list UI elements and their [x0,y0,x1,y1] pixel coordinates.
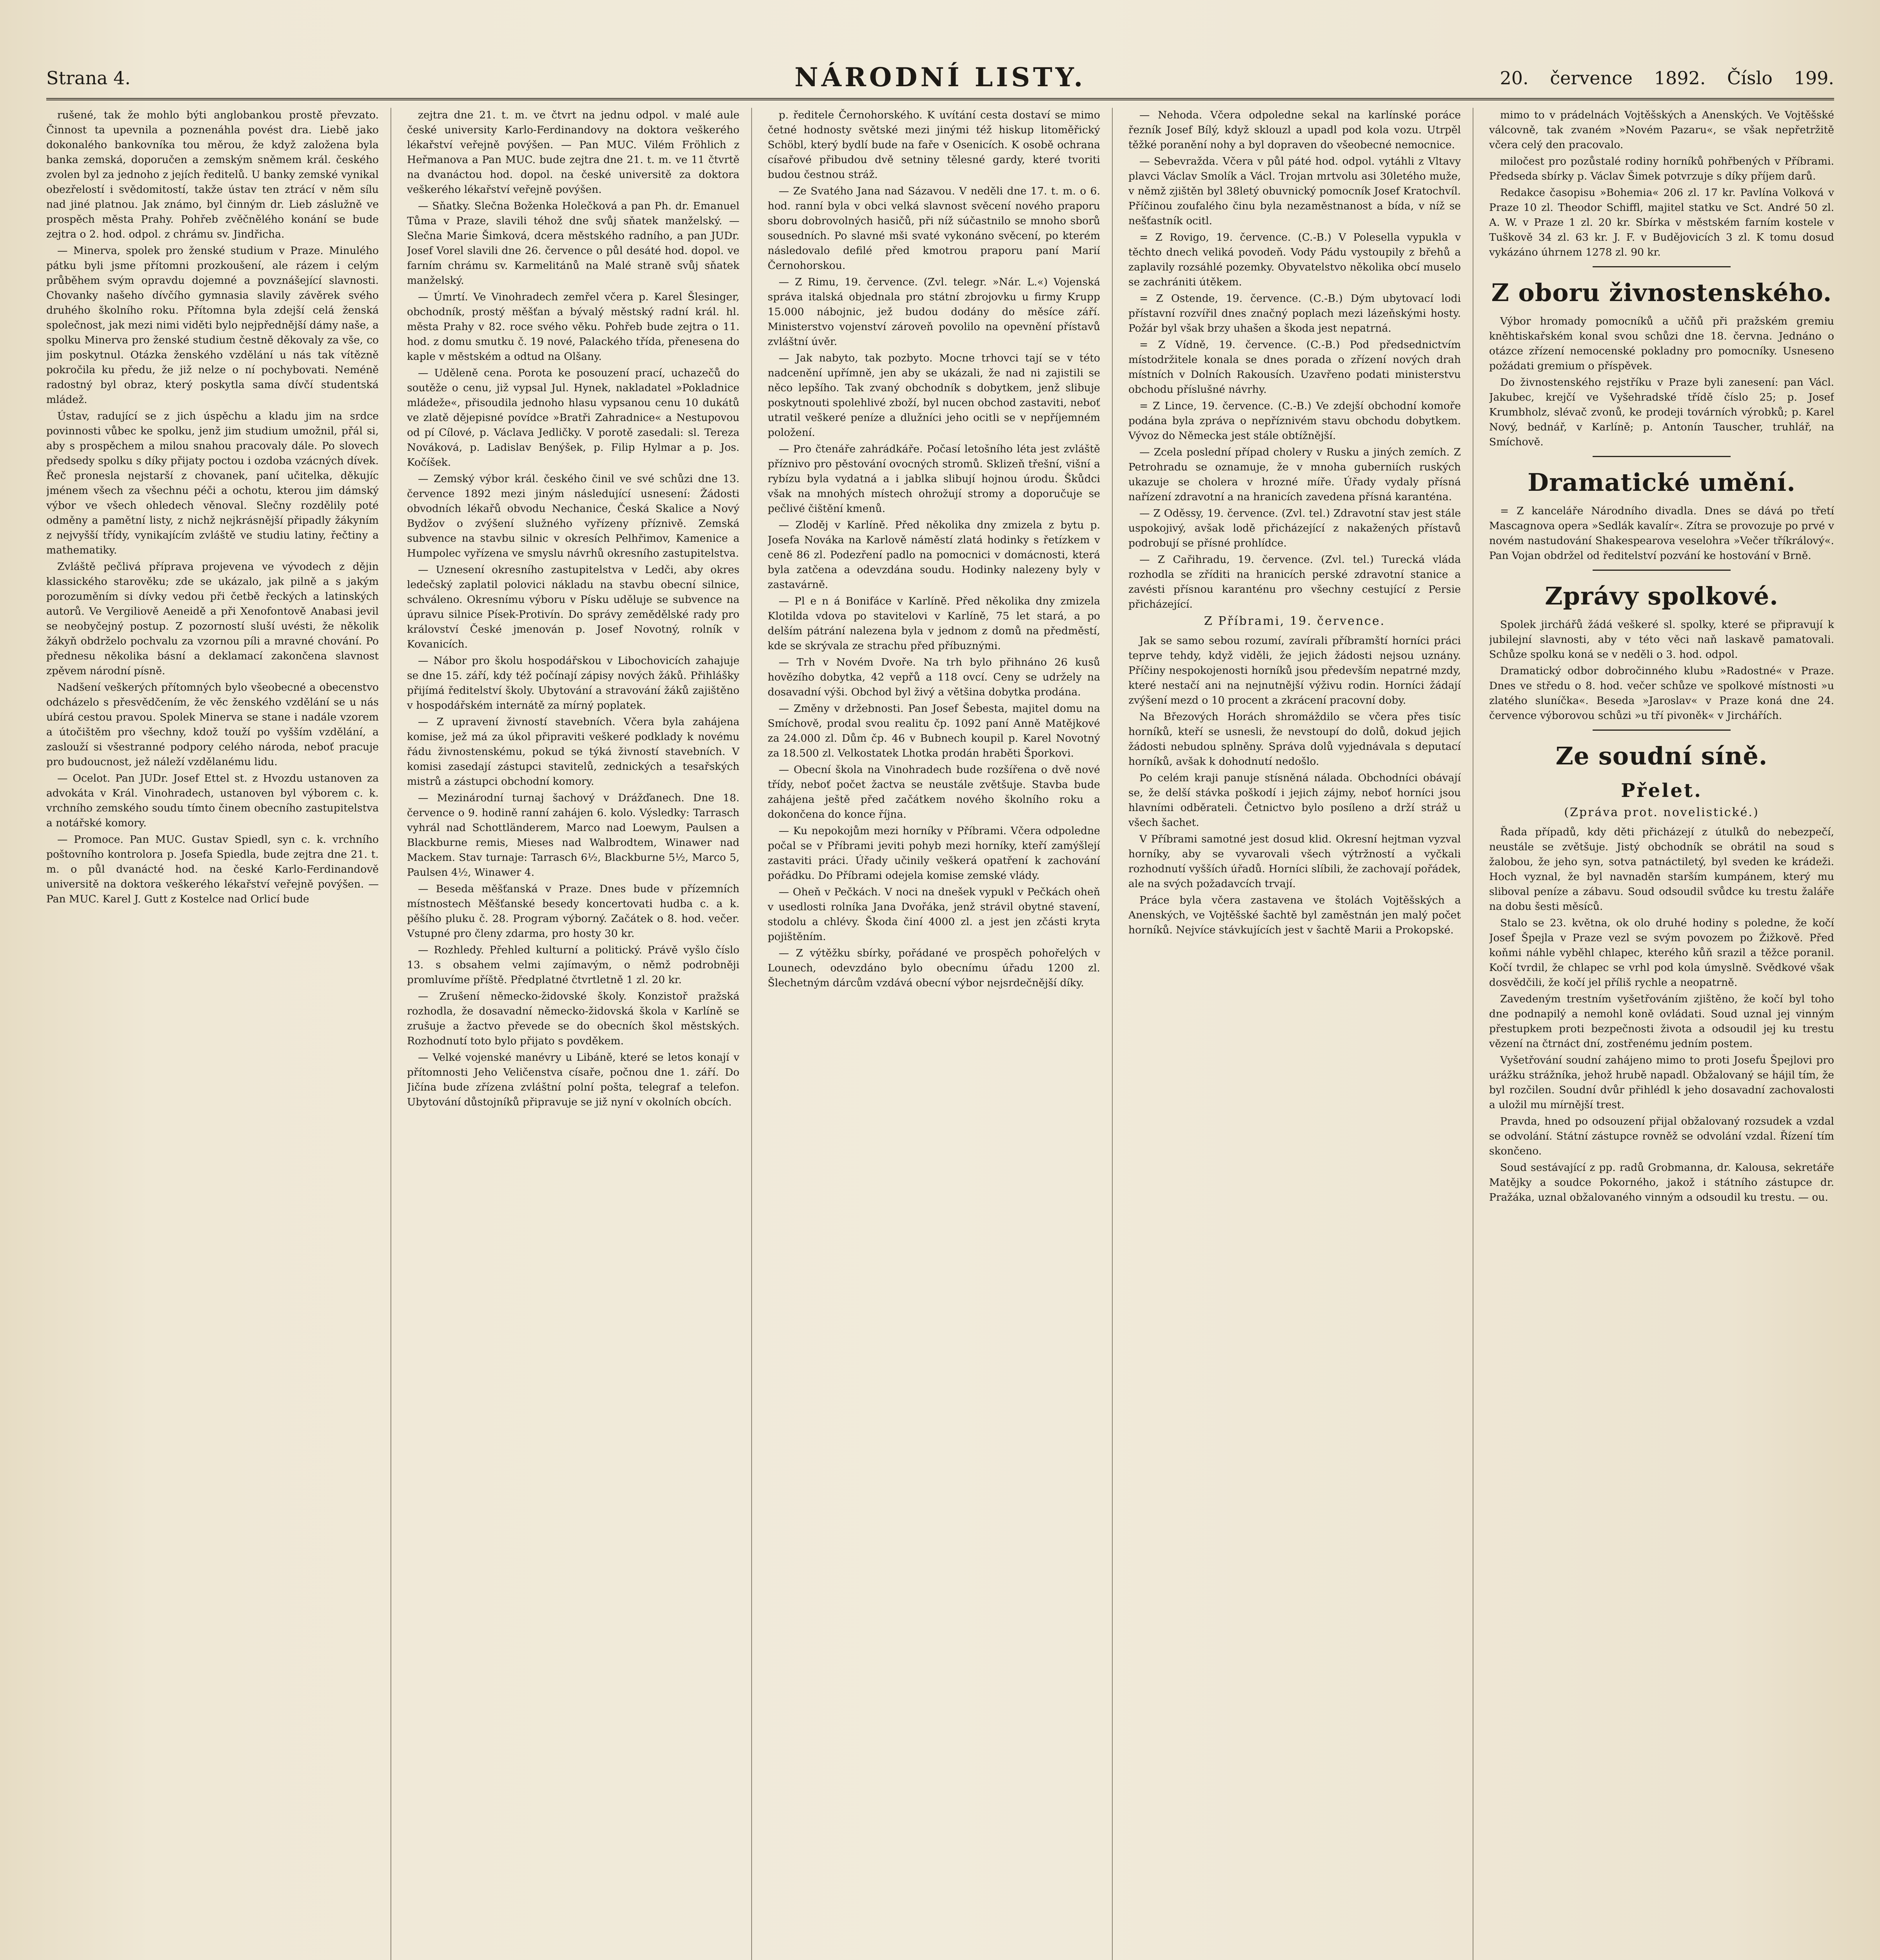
paragraph: — Obecní škola na Vinohradech bude rozšířena o dvě nové třídy, neboť počet žactva se neustále zvětšuje. Stavba bude zahájena ještě před začátkem nového školního roku a dokončena do konce října. [768,764,1100,820]
paragraph: mimo to v prádelnách Vojtěšských a Anenských. Ve Vojtěšské válcovně, tak zvaném »Novém Pazaru«, se však nepřetržitě včera celý den pracovalo. [1489,109,1834,151]
paragraph: — Pl e n á Bonifáce v Karlíně. Před několika dny zmizela Klotilda vdova po stavitelovi v Karlíně, 75 let stará, a po delším pátrání nalezena byla v jednom z domů na předměstí, kde se skrývala ze strachu před příbuznými. [768,595,1100,652]
paragraph: Dramatický odbor dobročinného klubu »Radostné« v Praze. Dnes ve středu o 8. hod. večer schůze ve spolkové místnosti »u zlatého sluníčka«. Beseda »Jaroslav« v Praze koná dne 24. července výborovou schůzi »u tří pivoněk« v Jirchářích. [1489,665,1834,722]
paragraph: Spolek jirchářů žádá veškeré sl. spolky, které se připravují k jubilejní slavnosti, aby v této věci naň laskavě pamatovali. Schůze spolku koná se v neděli o 3. hod. odpol. [1489,619,1834,661]
paragraph: = Z Lince, 19. července. (C.-B.) Ve zdejší obchodní komoře podána byla zpráva o nepříznivém stavu obchodu dobytkem. Vývoz do Německa jest stále obtížnější. [1128,400,1461,442]
section-dateline: Z Příbrami, 19. července. [1204,614,1386,628]
date-and-issue [1500,67,1834,89]
paragraph: — Uděleně cena. Porota ke posouzení prací, uchazečů do soutěže o cenu, již vypsal Jul. Hynek, nakladatel »Pokladnice mládeže«, přisoudila jednoho hlasu vypsanou cenu 10 dukátů ve zlatě dějepisné povídce »Bratři Zahradnice« a Nestupovou od pí Cílové, p. Václava Jedličky. V porotě zasedali: sl. Tereza Nováková, p. Ladislav Benýšek, p. Filip Hylmar a p. Jos. Kočíšek. [407,367,739,468]
paragraph: — Beseda měšťanská v Praze. Dnes bude v přízemních místnostech Měšťanské besedy koncertovati hudba c. a k. pěšího pluku č. 28. Program výborný. Začátek o 8. hod. večer. Vstupné pro členy zdarma, pro hosty 30 kr. [407,883,739,940]
paragraph: — Pro čtenáře zahrádkáře. Počasí letošního léta jest zvláště příznivo pro pěstování ovocných stromů. Sklizeň třešní, višní a rybízu byla vydatná a i jablka slibují hojnou úrodu. Škůdci však na mnohých místech ohrožují stromy a doporučuje se pečlivé čištění kmenů. [768,443,1100,515]
paragraph: = Z Rovigo, 19. července. (C.-B.) V Polesella vypukla v těchto dnech veliká povodeň. Vody Pádu vystoupily z břehů a zaplavily rozsáhlé pozemky. Obyvatelstvo několika obcí muselo se zachrániti útěkem. [1128,231,1461,288]
paragraph: zejtra dne 21. t. m. ve čtvrt na jednu odpol. v malé aule české university Karlo-Ferdinandovy na doktora veškerého lékařství veřejně povýšen. — Pan MUC. Vilém Fröhlich z Heřmanova a Pan MUC. bude zejtra dne 21. t. m. ve 11 čtvrtě na dvanáctou hod. dopol. na české universitě za doktora veškerého lékařství veřejně povýšen. [407,109,739,196]
paragraph: rušené, tak že mohlo býti anglobankou prostě převzato. Činnost ta upevnila a poznenáhla povést dra. Liebě jako dokonalého bankovníka tou měrou, že když založena byla banka zemská, doporučen a zemským sněmem král. českého zvolen byl za jednoho z jejích ředitelů. U banky zemské vynikal obezřelostí i svědomitostí, takže ústav ten ztrácí v něm sílu nad jiné platnou. Jak známo, byl činným dr. Lieb záslužně ve prospěch města Prahy. Pohřeb zvěčnělého konání se bude zejtra o 2. hod. odpol. z chrámu sv. Jindřicha. [46,109,379,240]
column-5 [1489,108,1834,1960]
paragraph: — Jak nabyto, tak pozbyto. Mocne trhovci tají se v této nadcenění upřímně, jen aby se ukázali, že nad ni zajistili se něco lepšího. Tak zvaný obchodník s dobytkem, jenž slibuje poskytnouti spolehlivé zboží, byl nucen obchod zastaviti, neboť utratil veškeré peníze a dlužníci jeho ocitli se v nepříjemném položení. [768,352,1100,439]
paragraph: — Minerva, spolek pro ženské studium v Praze. Minulého pátku byli jsme přítomni prozkoušení, ale rázem i celým průběhem svým opravdu dojemné a povznášející slavnosti. Chovanky našeho dívčího gymnasia slavily závěrek svého druhého školního roku. Přítomna byla zdejší celá ženská společnost, jak mezi nimi viděti bylo nejpřednější dámy naše, a spolku Minerva pro ženské studium čestně děkovaly za vše, co jim poskytnul. Otázka ženského vzdělání u nás tak vítězně pokročila ku předu, že již nelze o ní pochybovati. Neméně radostný byl obraz, který poskytla sama dívčí studentská mládež. [46,245,379,406]
paragraph: — Zcela poslední případ cholery v Rusku a jiných zemích. Z Petrohradu se oznamuje, že v mnoha guberniích ruských ukazuje se cholera v hrozné míře. Úřady vydaly přísná nařízení zdravotní a na hranicích zavedena přísná karanténa. [1128,446,1461,503]
section-divider [1593,570,1731,571]
paragraph: — Nábor pro školu hospodářskou v Libochovicích zahajuje se dne 15. září, kdy též počínají zápisy nových žáků. Přihlášky přijímá ředitelství školy. Ubytování a stravování žáků zajištěno v hospodářském internátě za mírný poplatek. [407,655,739,711]
article-title: Přelet. [1621,780,1702,802]
issue-date: 20. července 1892. [1500,67,1706,89]
paragraph: p. ředitele Černohorského. K uvítání cesta dostaví se mimo četné hodnosty světské mezi jinými též hiskup litoměřický Schöbl, který bydlí bude na faře v Osenicích. K osobě ochrana císařové přibudou dvě setniny tělesné gardy, které tvoriti budou čestnou stráž. [768,109,1100,181]
paragraph: — Z výtěžku sbírky, pořádané ve prospěch pohořelých v Lounech, odevzdáno bylo obecnímu úřadu 1200 zl. Šlechetným dárcům vzdává obecní výbor nejsrdečnější díky. [768,947,1100,989]
section-title-drama: Dramatické umění. [1528,468,1796,497]
section-title-trade: Z oboru živnostenského. [1491,278,1832,307]
paragraph: Zvláště pečlivá příprava projevena ve vývodech z dějin klassického starověku; zde se ukázalo, jak pilně a s jakým porozuměním si dívky vedou při četbě řeckých a latinských autorů. Ve Vergiliově Aeneidě a při Xenofontově Anabasi jevil se neobyčejný postup. Z pozorností sluší uvésti, že několik žákyň obdrželo pochvalu za vzornou píli a mravné chování. Po přednesu několika básní a deklamací zakončena slavnost zpěvem národní písně. [46,561,379,677]
paragraph: — Z Oděssy, 19. července. (Zvl. tel.) Zdravotní stav jest stále uspokojivý, avšak lodě přicházející z nakažených přístavů podrobují se přísné prohlídce. [1128,507,1461,549]
section-title-court: Ze soudní síně. [1555,742,1768,770]
paragraph: = Z Ostende, 19. července. (C.-B.) Dým ubytovací lodi přístavní rozvířil dnes značný poplach mezi lázeňskými hosty. Požár byl však brzy uhašen a škoda jest nepatrná. [1128,292,1461,334]
paragraph: — Úmrtí. Ve Vinohradech zemřel včera p. Karel Šlesinger, obchodník, prostý měšťan a bývalý městský radní král. hl. města Prahy v 82. roce svého věku. Pohřeb bude zejtra o 11. hod. z domu smutku č. 19 nové, Palackého třída, přenesena do kaple v městském a odtud na Olšany. [407,291,739,363]
column-3 [768,108,1113,1960]
paragraph: — Trh v Novém Dvoře. Na trh bylo přihnáno 26 kusů hovězího dobytka, 42 vepřů a 118 ovcí. Ceny se udržely na dosavadní výši. Obchod byl živý a většina dobytka prodána. [768,656,1100,698]
paragraph: Pravda, hned po odsouzení přijal obžalovaný rozsudek a vzdal se odvolání. Státní zástupce rovněž se odvolání vzdal. Řízení tím skončeno. [1489,1115,1834,1157]
paragraph: miločest pro pozůstalé rodiny horníků pohřbených v Příbrami. Předseda sbírky p. Václav Šimek potvrzuje s díky příjem darů. [1489,155,1834,182]
paragraph: Redakce časopisu »Bohemia« 206 zl. 17 kr. Pavlína Volková v Praze 10 zl. Theodor Schiffl, majitel statku ve Sct. André 50 zl. A. W. v Praze 1 zl. 20 kr. Sbírka v městském farním kostele v Tuškově 34 zl. 63 kr. J. F. v Budějovicích 3 zl. K tomu dosud vykázáno úhrnem 1278 zl. 90 kr. [1489,187,1834,258]
paragraph: — Zemský výbor král. českého činil ve své schůzi dne 13. července 1892 mezi jiným následující usnesení: Žádosti obvodních lékařů obvodu Nechanice, Česká Skalice a Nový Bydžov o zvýšení služného vyřízeny příznivě. Zemská subvence na stavbu silnic v okresích Pelhřimov, Kamenice a Humpolec vyřízena ve smyslu návrhů okresního zastupitelstva. [407,473,739,559]
paragraph: — Ku nepokojům mezi horníky v Příbrami. Včera odpoledne počal se v Příbrami jeviti pohyb mezi horníky, kteří zamýšlejí zastaviti práci. Úřady učinily veškerá opatření k zachování pořádku. Do Příbrami odejela komise zemské vlády. [768,825,1100,882]
page-number: Strana 4. [46,67,131,89]
paragraph: = Z Vídně, 19. července. (C.-B.) Pod předsednictvím místodržitele konala se dnes porada o zřízení nových drah místních v Dolních Rakousích. Uzavřeno podati ministerstvu obchodu příslušné návrhy. [1128,339,1461,396]
paragraph: — Mezinárodní turnaj šachový v Drážďanech. Dne 18. července o 9. hodině ranní zahájen 6. kolo. Výsledky: Tarrasch vyhrál nad Schottländerem, Marco nad Loewym, Paulsen a Blackburne remis, Mieses nad Walbrodtem, Winawer nad Mackem. Stav turnaje: Tarrasch 6½, Blackburne 5½, Marco 5, Paulsen 4½, Winawer 4. [407,792,739,878]
paragraph: Soud sestávající z pp. radů Grobmanna, dr. Kalousa, sekretáře Matějky a soudce Pokorného, jakož i státního zástupce dr. Pražáka, uznal obžalovaného vinným a odsoudil ku trestu. — ou. [1489,1161,1834,1203]
paragraph: — Nehoda. Včera odpoledne sekal na karlínské poráce řezník Josef Bílý, když sklouzl a upadl pod kola vozu. Utrpěl těžké poranění nohy a byl dopraven do všeobecné nemocnice. [1128,109,1461,151]
column-2 [407,108,752,1960]
issue-number: Číslo 199. [1727,67,1834,89]
article-columns [46,108,1834,1960]
article-subtitle: (Zpráva prot. novelistické.) [1564,806,1759,819]
paragraph: Do živnostenského rejstříku v Praze byli zanesení: pan Václ. Jakubec, krejčí ve Vyšehradské třídě číslo 25; p. Josef Krumbholz, slévač zvonů, ke prodeji továrních výrobků; p. Karel Nový, bednář, v Karlíně; p. Antonín Tauscher, truhlář, na Smíchově. [1489,376,1834,448]
paragraph: — Zrušení německo-židovské školy. Konzistoř pražská rozhodla, že dosavadní německo-židovská škola v Karlíně se zrušuje a žactvo převede se do obecních škol městských. Rozhodnutí toto bylo přijato s povděkem. [407,990,739,1047]
paragraph: V Příbrami samotné jest dosud klid. Okresní hejtman vyzval horníky, aby se vyvarovali všech výtržností a vyčkali rozhodnutí vyšších úřadů. Horníci slíbili, že zachovají pořádek, ale na svých požadavcích trvají. [1128,833,1461,890]
paragraph: = Z kanceláře Národního divadla. Dnes se dává po třetí Mascagnova opera »Sedlák kavalír«. Zítra se provozuje po prvé v novém nastudování Shakespearova veselohra »Večer tříkrálový«. Pan Vojan obdržel od ředitelství pozvání ke hostování v Brně. [1489,505,1834,562]
paragraph: — Velké vojenské manévry u Libáně, které se letos konají v přítomnosti Jeho Veličenstva císaře, počnou dne 1. září. Do Jičína bude zřízena zvláštní polní pošta, telegraf a telefon. Ubytování důstojníků připravuje se již nyní v okolních obcích. [407,1051,739,1108]
section-divider [1593,456,1731,457]
paragraph: — Promoce. Pan MUC. Gustav Spiedl, syn c. k. vrchního poštovního kontrolora p. Josefa Spiedla, bude zejtra dne 21. t. m. o půl dvanácté hod. na české Karlo-Ferdinandově universitě na doktora veškerého lékařství veřejně povýšen. — Pan MUC. Karel J. Gutt z Kostelce nad Orlicí bude [46,833,379,905]
paragraph: — Sebevražda. Včera v půl páté hod. odpol. vytáhli z Vltavy plavci Václav Smolík a Václ. Trojan mrtvolu asi 30letého muže, v němž zjištěn byl 38letý obuvnický pomocník Josef Kratochvíl. Příčinou zoufalého činu byla nezaměstnanost a bída, v níž se nešťastník ocitl. [1128,155,1461,227]
paragraph: — Zloděj v Karlíně. Před několika dny zmizela z bytu p. Josefa Nováka na Karlově náměstí zlatá hodinky s řetízkem v ceně 86 zl. Podezření padlo na pomocnici v domácnosti, která byla zatčena a odevzdána soudu. Hodinky nalezeny byly v zastavárně. [768,519,1100,591]
paragraph: Po celém kraji panuje stísněná nálada. Obchodníci obávají se, že delší stávka poškodí i jejich zájmy, neboť horníci jsou hlavními odběrateli. Četnictvo bylo posíleno a drží stráž u všech šachet. [1128,772,1461,829]
section-title-clubs: Zprávy spolkové. [1545,582,1778,610]
paragraph: — Uznesení okresního zastupitelstva v Ledči, aby okres ledečský zaplatil polovici nákladu na stavbu obecní silnice, schváleno. Okresnímu výboru v Písku uděluje se subvence na úpravu silnice Písek-Protivín. Do správy zemědělské rady pro království České jmenován p. Josef Novotný, rolník v Kovanicích. [407,564,739,650]
paragraph: Na Březových Horách shromáždilo se včera přes tisíc horníků, kteří se usnesli, že nevstoupí do dolů, dokud jejich žádosti nebudou splněny. Správa dolů vyjednávala s deputací horníků, avšak k dohodnutí nedošlo. [1128,711,1461,768]
paragraph: — Z Cařihradu, 19. července. (Zvl. tel.) Turecká vláda rozhodla se zříditi na hranicích perské zdravotní stanice a zavésti přísnou karanténu pro všechny cestující z Persie přicházející. [1128,554,1461,610]
paragraph: Výbor hromady pomocníků a učňů při pražském gremiu kněhtiskařském konal svou schůzi dne 18. června. Jednáno o otázce zřízení nemocenské pokladny pro pomocníky. Usneseno požádati gremium o příspěvek. [1489,315,1834,372]
section-divider [1593,266,1731,267]
paragraph: Řada případů, kdy děti přicházejí z útulků do nebezpečí, neustále se zvětšuje. Jistý obchodník se obrátil na soud s žalobou, že jeho syn, sotva patnáctiletý, byl sveden ke krádeži. Hoch vyznal, že byl navnaděn starším kumpánem, který mu sliboval peníze a zábavu. Soud odsoudil svůdce ku trestu žaláře na dobu šesti měsíců. [1489,826,1834,913]
paragraph: — Ocelot. Pan JUDr. Josef Ettel st. z Hvozdu ustanoven za advokáta v Král. Vinohradech, ustanoven byl výborem c. k. vrchního zemského soudu tímto činem obecního zastupitelstva a notářské komory. [46,772,379,829]
paragraph: — Oheň v Pečkách. V noci na dnešek vypukl v Pečkách oheň v usedlosti rolníka Jana Dvořáka, jenž strávil obytné stavení, stodolu a chlévy. Škoda činí 4000 zl. a jest jen zčásti kryta pojištěním. [768,886,1100,943]
paragraph: — Změny v držebnosti. Pan Josef Šebesta, majitel domu na Smíchově, prodal svou realitu čp. 1092 paní Anně Matějkové za 24.000 zl. Dům čp. 46 v Bubnech koupil p. Karel Novotný za 18.500 zl. Velkostatek Lhotka prodán hraběti Šporkovi. [768,702,1100,759]
paragraph: Ústav, radující se z jich úspěchu a kladu jim na srdce povinnosti vůbec ke spolku, jenž jim studium umožnil, přál si, aby s prospěchem a milou snahou pracovaly dále. Po slovech předsedy spolku s díky přijaty poctou i ozdoba vzácných dívek. Řeč pronesla nejstarší z chovanek, paní učitelka, děkujíc jménem všech za všechnu péči a ochotu, kterou jim dámský výbor ve všech ohledech věnoval. Slečny rozdělily poté odměny a pamětní listy, z nichž nejkrásnější připadly žákyním z nejvyšší třídy, vynikajícím zvláště ve studiu latiny, řečtiny a mathematiky. [46,410,379,556]
page-header [46,59,1834,100]
paragraph: — Z upravení živností stavebních. Včera byla zahájena komise, jež má za úkol připraviti veškeré podklady k novému řádu živnostenskému, pokud se týká živností stavebních. V komisi zasedají zástupci stavitelů, zednických a tesařských mistrů a zástupci obchodní komory. [407,716,739,788]
paragraph: — Rozhledy. Přehled kulturní a politický. Právě vyšlo číslo 13. s obsahem velmi zajímavým, o němž podrobněji promluvíme příště. Předplatné čtvrtletně 1 zl. 20 kr. [407,944,739,986]
column-4 [1128,108,1473,1960]
paragraph: — Z Rimu, 19. července. (Zvl. telegr. »Nár. L.«) Vojenská správa italská objednala pro státní zbrojovku u firmy Krupp 15.000 nábojnic, jež budou dodány do měsíce září. Ministerstvo vojenství zároveň povolilo na opevnění přístavů zvláštní úvěr. [768,276,1100,348]
paragraph: Práce byla včera zastavena ve štolách Vojtěšských a Anenských, ve Vojtěšské šachtě byl zaměstnán jen malý počet horníků. Nejvíce stávkujících jest v šachtě Marii a Prokopské. [1128,894,1461,936]
paragraph: Jak se samo sebou rozumí, zavírali příbramští horníci práci teprve tehdy, když viděli, že jejich žádosti nejsou uznány. Příčiny nespokojenosti horníků jsou především nepatrné mzdy, které nestačí ani na nejnutnější výživu rodin. Horníci žádají zvýšení mezd o 10 procent a zkrácení pracovní doby. [1128,635,1461,706]
paragraph: Stalo se 23. května, ok olo druhé hodiny s poledne, že kočí Josef Špejla v Praze vezl se svým povozem po Žižkově. Před koňmi náhle vyběhl chlapec, kterého kůň srazil a těžce poranil. Kočí tvrdil, že chlapec se vrhl pod kola úmyslně. Svědkové však dosvědčili, že kočí jel příliš rychle a neopatrně. [1489,917,1834,989]
paragraph: — Sňatky. Slečna Boženka Holečková a pan Ph. dr. Emanuel Tůma v Praze, slavili téhož dne svůj sňatek manželský. — Slečna Marie Šimková, dcera městského radního, a pan JUDr. Josef Vorel slavili dne 26. července o půl desáté hod. dopol. ve farním chrámu sv. Karmelitánů na Malé straně svůj sňatek manželský. [407,200,739,287]
paragraph: Zavedeným trestním vyšetřováním zjištěno, že kočí byl toho dne podnapilý a nemohl koně ovládati. Soud uznal jej vinným přestupkem proti bezpečnosti života a odsoudil jej ku trestu vězení na čtrnáct dní, zostřenému jedním postem. [1489,993,1834,1050]
section-divider [1593,730,1731,731]
masthead-title: NÁRODNÍ LISTY. [794,62,1086,93]
paragraph: Vyšetřování soudní zahájeno mimo to proti Josefu Špejlovi pro urážku strážníka, jehož hrubě napadl. Obžalovaný se hájil tím, že byl rozčilen. Soudní dvůr přihlédl k jeho dosavadní zachovalosti a uložil mu mírnější trest. [1489,1054,1834,1111]
column-1 [46,108,391,1960]
paragraph: — Ze Svatého Jana nad Sázavou. V neděli dne 17. t. m. o 6. hod. ranní byla v obci velká slavnost svěcení nového praporu sboru dobrovolných hasičů, při níž súčastnilo se mnoho sborů sousedních. Po slavné mši svaté vykonáno svěcení, po kterém následovalo defilé před kmotrou praporu paní Marií Černohorskou. [768,185,1100,272]
paragraph: Nadšení veškerých přítomných bylo všeobecné a obecenstvo odcházelo s přesvědčením, že věc ženského vzdělání se u nás ubírá cestou pravou. Spolek Minerva se stane i nadále vzorem a útočištěm pro všechny, kdož touží po vyšším vzdělání, a zaslouží si všestranné podpory celého národa, neboť pracuje pro budoucnost, jež náleží vzdělanému lidu. [46,681,379,768]
